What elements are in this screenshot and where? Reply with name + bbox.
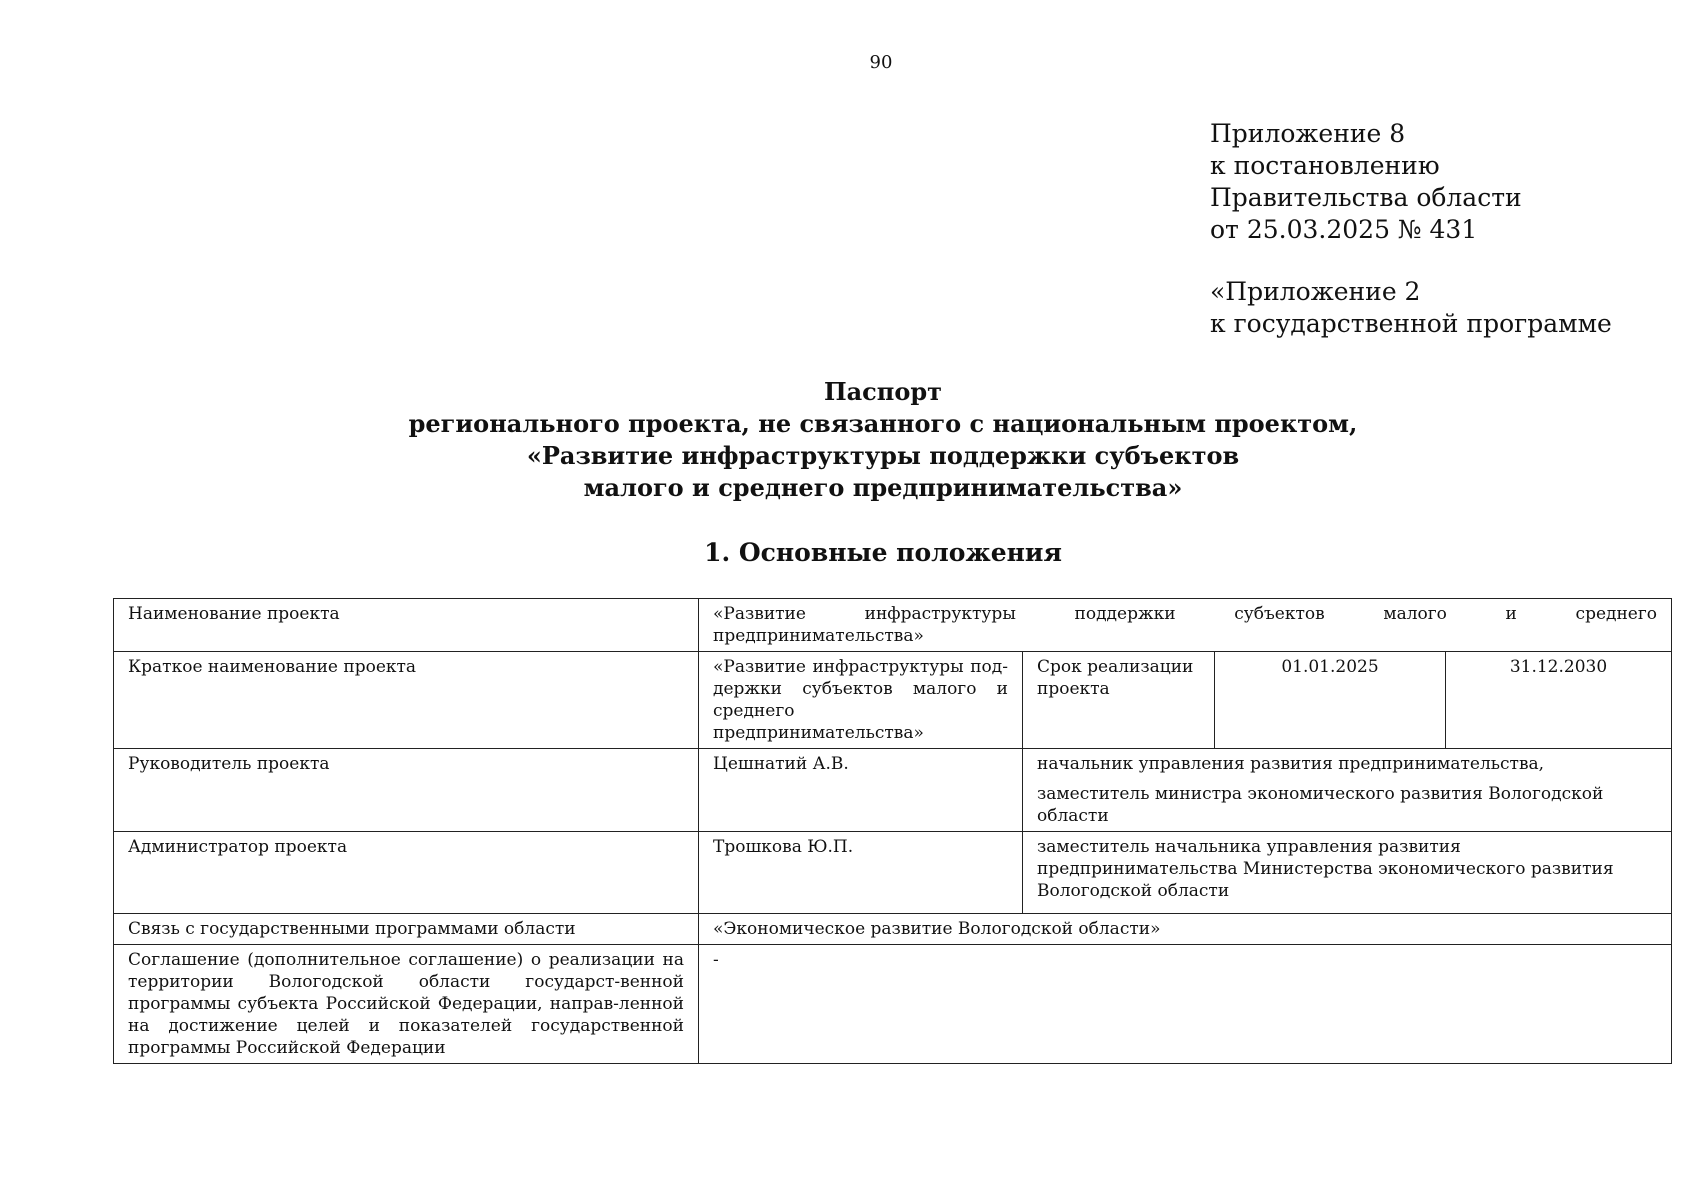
administrator-position: заместитель начальника управления развития предпринимательства Министерства экономического развития Вологодской области <box>1023 832 1672 914</box>
project-name-line: предпринимательства» <box>713 626 924 646</box>
passport-table <box>113 598 1672 1064</box>
term-label: Срок реализации проекта <box>1023 652 1215 749</box>
end-date: 31.12.2030 <box>1446 652 1672 749</box>
row-label: Соглашение (дополнительное соглашение) о реализации на территории Вологодской области государст-венной программы субъекта Российской Федерации, направ-ленной на достижение целей и показателей государственной программы Российской Федерации <box>114 945 699 1064</box>
program-link: «Экономическое развитие Вологодской области» <box>699 914 1672 945</box>
appendix-quote-line: к государственной программе <box>1210 309 1612 338</box>
title-line: малого и среднего предпринимательства» <box>583 473 1183 502</box>
appendix-header <box>1210 118 1612 340</box>
start-date: 01.01.2025 <box>1215 652 1446 749</box>
row-label: Краткое наименование проекта <box>114 652 699 749</box>
appendix-quote-line: «Приложение 2 <box>1210 277 1421 306</box>
table-row <box>114 599 1672 652</box>
section-heading: 1. Основные положения <box>704 538 1062 567</box>
title-line: Паспорт <box>823 377 943 406</box>
table-row <box>114 652 1672 749</box>
row-label: Наименование проекта <box>114 599 699 652</box>
leader-position <box>1023 749 1672 832</box>
table-row <box>114 945 1672 1064</box>
title-line: регионального проекта, не связанного с национальным проектом, <box>408 409 1358 438</box>
appendix-line: от 25.03.2025 № 431 <box>1210 215 1478 244</box>
row-label: Администратор проекта <box>114 832 699 914</box>
title-line: «Развитие инфраструктуры поддержки субъектов <box>526 441 1240 470</box>
appendix-line: Правительства области <box>1210 183 1522 212</box>
position-line: заместитель министра экономического развития Вологодской области <box>1037 784 1604 826</box>
project-name-cell <box>699 599 1672 652</box>
project-name-line: «Развитие инфраструктуры поддержки субъектов малого и среднего <box>713 604 1658 624</box>
table-row <box>114 832 1672 914</box>
appendix-line: к постановлению <box>1210 151 1440 180</box>
agreement-value: - <box>699 945 1672 1064</box>
row-label: Связь с государственными программами области <box>114 914 699 945</box>
leader-name: Цешнатий А.В. <box>699 749 1023 832</box>
table-row <box>114 914 1672 945</box>
table-row <box>114 749 1672 832</box>
page-number: 90 <box>869 52 893 73</box>
short-name-cell: «Развитие инфраструктуры под-держки субъектов малого и среднего предпринимательства» <box>699 652 1023 749</box>
row-label: Руководитель проекта <box>114 749 699 832</box>
appendix-line: Приложение 8 <box>1210 119 1406 148</box>
position-line: начальник управления развития предпринимательства, <box>1037 754 1545 774</box>
document-title <box>0 376 1695 504</box>
administrator-name: Трошкова Ю.П. <box>699 832 1023 914</box>
